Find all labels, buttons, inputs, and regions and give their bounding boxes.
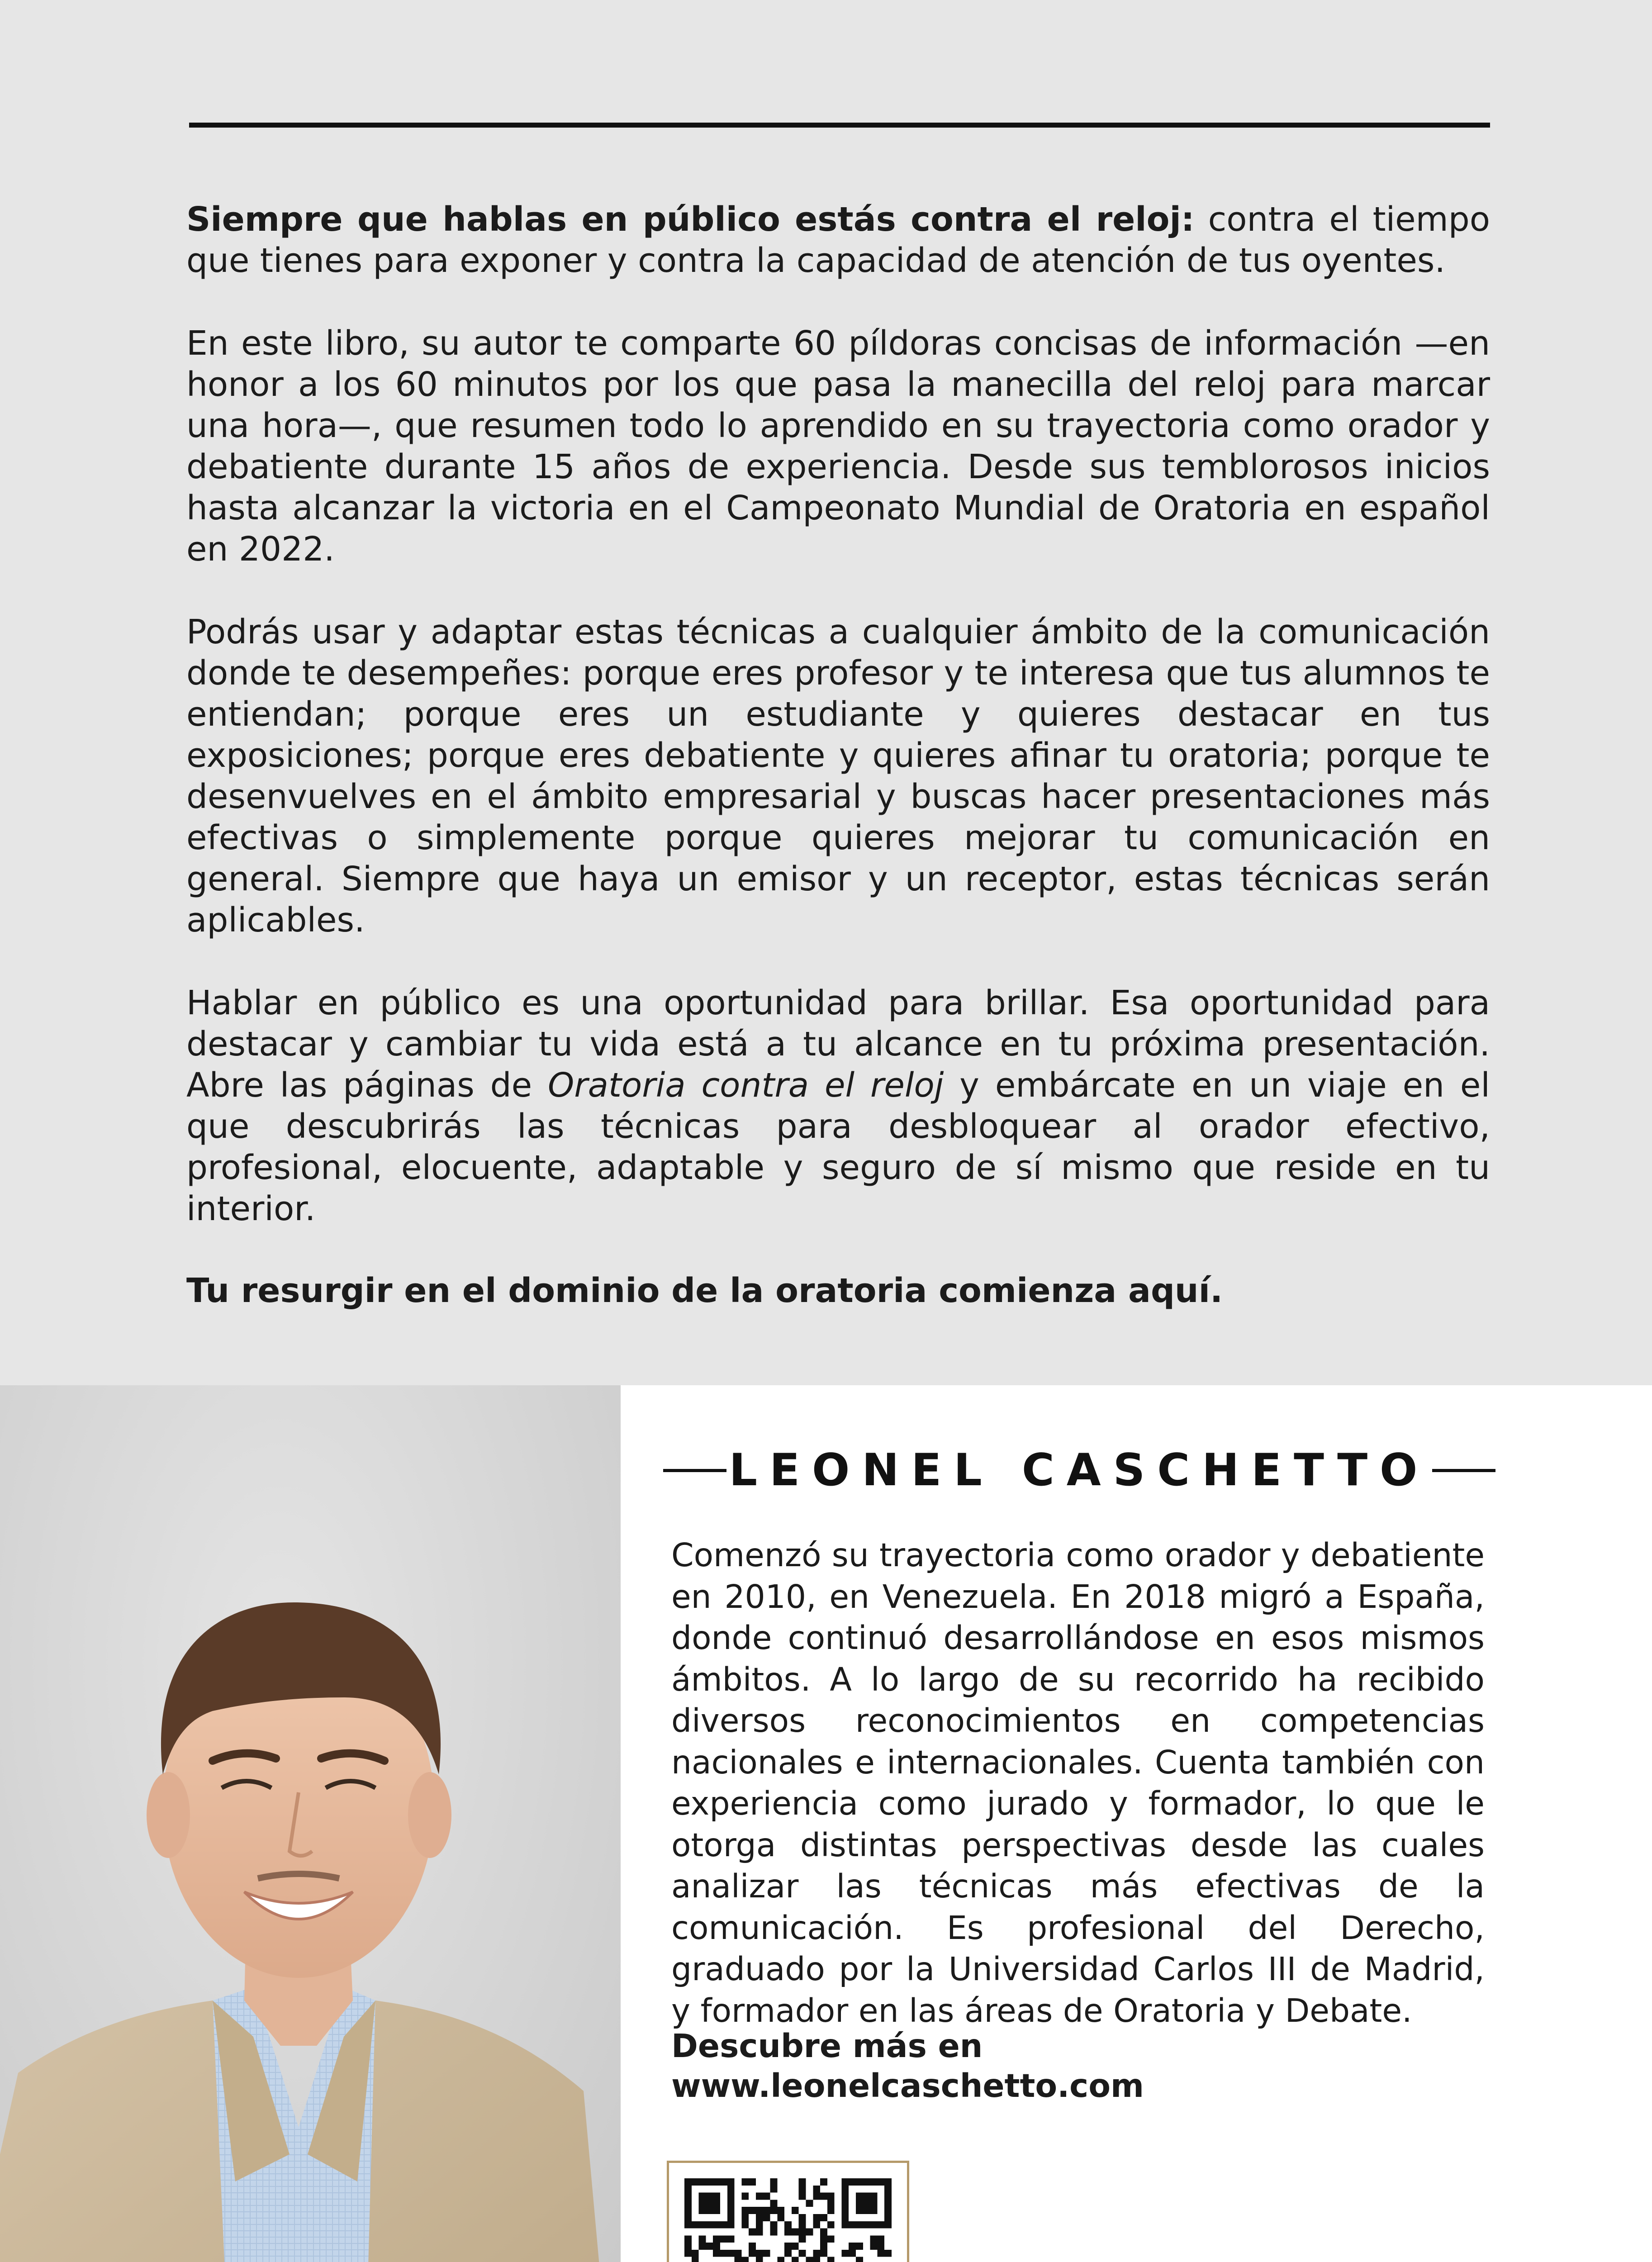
- qr-module: [770, 2200, 778, 2207]
- qr-module: [699, 2235, 706, 2243]
- qr-module: [849, 2250, 856, 2257]
- qr-module: [827, 2200, 835, 2207]
- qr-module: [820, 2235, 827, 2243]
- top-divider: [189, 123, 1490, 128]
- qr-code-icon: [684, 2178, 892, 2262]
- qr-module: [799, 2214, 806, 2221]
- qr-module: [827, 2235, 835, 2243]
- qr-module: [884, 2250, 892, 2257]
- qr-module: [770, 2207, 778, 2214]
- qr-module: [770, 2186, 778, 2193]
- qr-module: [813, 2193, 820, 2200]
- qr-module: [763, 2193, 770, 2200]
- qr-module: [763, 2214, 770, 2221]
- heading-dash-left: [663, 1469, 726, 1472]
- qr-module: [777, 2207, 784, 2214]
- qr-module: [820, 2243, 827, 2250]
- qr-module: [749, 2243, 756, 2250]
- qr-module: [806, 2229, 813, 2236]
- qr-module: [792, 2207, 799, 2214]
- qr-module: [713, 2235, 720, 2243]
- qr-module: [813, 2214, 820, 2221]
- qr-module: [735, 2257, 742, 2262]
- qr-module: [756, 2214, 763, 2221]
- qr-module: [784, 2243, 792, 2250]
- qr-module: [827, 2207, 835, 2214]
- qr-module: [856, 2193, 877, 2214]
- qr-module: [827, 2221, 835, 2229]
- qr-module: [727, 2250, 735, 2257]
- qr-module: [770, 2229, 778, 2236]
- qr-module: [692, 2250, 699, 2257]
- qr-module: [792, 2257, 799, 2262]
- qr-module: [749, 2229, 756, 2236]
- qr-module: [713, 2243, 720, 2250]
- qr-module: [799, 2250, 806, 2257]
- qr-module: [692, 2257, 699, 2262]
- qr-module: [741, 2221, 749, 2229]
- qr-module: [820, 2178, 827, 2186]
- qr-module: [756, 2250, 763, 2257]
- qr-module: [799, 2221, 806, 2229]
- qr-module: [763, 2207, 770, 2214]
- qr-module: [799, 2229, 806, 2236]
- qr-module: [777, 2214, 784, 2221]
- qr-module: [684, 2243, 692, 2250]
- qr-module: [856, 2243, 863, 2250]
- website-link[interactable]: www.leonelcaschetto.com: [671, 2067, 1144, 2105]
- qr-code-frame[interactable]: [667, 2161, 909, 2262]
- qr-module: [741, 2193, 749, 2200]
- qr-module: [735, 2250, 742, 2257]
- author-name: LEONEL CASCHETTO: [729, 1445, 1430, 1496]
- qr-module: [756, 2221, 763, 2229]
- qr-module: [792, 2243, 799, 2250]
- author-heading: [663, 1441, 1495, 1500]
- qr-module: [749, 2250, 756, 2257]
- qr-module: [806, 2257, 813, 2262]
- qr-module: [784, 2229, 792, 2236]
- qr-module: [877, 2243, 884, 2250]
- qr-module: [813, 2186, 820, 2193]
- qr-module: [684, 2250, 692, 2257]
- qr-module: [799, 2235, 806, 2243]
- qr-module: [756, 2257, 763, 2262]
- qr-module: [806, 2200, 813, 2207]
- qr-module: [813, 2221, 820, 2229]
- qr-module: [792, 2229, 799, 2236]
- qr-module: [799, 2193, 806, 2200]
- synopsis-lead: Siempre que hablas en público estás contra el reloj:: [186, 200, 1195, 239]
- qr-module: [877, 2235, 884, 2243]
- qr-module: [820, 2250, 827, 2257]
- qr-module: [813, 2257, 820, 2262]
- qr-module: [720, 2250, 727, 2257]
- qr-module: [741, 2178, 749, 2186]
- synopsis: [186, 199, 1490, 1353]
- qr-module: [784, 2250, 792, 2257]
- qr-module: [849, 2243, 856, 2250]
- qr-module: [713, 2250, 720, 2257]
- synopsis-paragraph-2: En este libro, su autor te comparte 60 píldoras concisas de información —en honor a los 60 minutos por los que pasa la manecilla del reloj para marcar una hora—, que resumen todo lo aprendido en su trayectoria como orador y debatiente durante 15 años de experiencia. Desde sus temblorosos inicios hasta alcanzar la victoria en el Campeonato Mundial de Oratoria en español en 2022.: [186, 324, 1490, 569]
- book-title: Oratoria contra el reloj: [548, 1066, 944, 1105]
- website-callout: [671, 2026, 1485, 2106]
- author-bio: Comenzó su trayectoria como orador y debatiente en 2010, en Venezuela. En 2018 migró a España, donde continuó desarrollándose en esos mismos ámbitos. A lo largo de su recorrido ha recibido diversos reconocimientos en competencias nacionales e internacionales. Cuenta también con experiencia como jurado y formador, lo que le otorga distintas perspectivas desde las cuales analizar las técnicas más efectivas de la comunicación. Es profesional del Derecho, graduado por la Universidad Carlos III de Madrid, y formador en las áreas de Oratoria y Debate.: [671, 1536, 1485, 2029]
- qr-module: [684, 2235, 692, 2243]
- qr-module: [770, 2178, 778, 2186]
- qr-module: [799, 2186, 806, 2193]
- qr-module: [813, 2250, 820, 2257]
- synopsis-paragraph-4: Hablar en público es una oportunidad para brillar. Esa oportunidad para destacar y cambiar tu vida está a tu alcance en tu próxima presentación. Abre las páginas de Oratoria contra el reloj y embárcate en un viaje en el que descubrirás las técnicas para desbloquear al orador efectivo, profesional, elocuente, adaptable y seguro de sí mismo que reside en tu interior.: [186, 984, 1490, 1228]
- qr-module: [727, 2235, 735, 2243]
- qr-module: [877, 2250, 884, 2257]
- qr-module: [827, 2257, 835, 2262]
- synopsis-paragraph-1: Siempre que hablas en público estás contra el reloj: contra el tiempo que tienes para exponer y contra la capacidad de atención de tus oyentes.: [186, 200, 1491, 280]
- qr-module: [741, 2207, 749, 2214]
- qr-module: [756, 2193, 763, 2200]
- qr-module: [763, 2250, 770, 2257]
- qr-module: [827, 2193, 835, 2200]
- qr-module: [820, 2229, 827, 2236]
- synopsis-paragraph-3: Podrás usar y adaptar estas técnicas a cualquier ámbito de la comunicación donde te desempeñes: porque eres profesor y te interesa que tus alumnos te entiendan; porque eres un estudiante y quieres destacar en tus exposiciones; porque eres debatiente y quieres afinar tu oratoria; porque te desenvuelves en el ámbito empresarial y buscas hacer presentaciones más efectivas o simplemente porque quieres mejorar tu comunicación en general. Siempre que haya un emisor y un receptor, estas técnicas serán aplicables.: [186, 613, 1490, 940]
- qr-module: [720, 2235, 727, 2243]
- synopsis-closing: Tu resurgir en el dominio de la oratoria comienza aquí.: [186, 1271, 1223, 1310]
- qr-module: [756, 2207, 763, 2214]
- qr-module: [749, 2178, 756, 2186]
- portrait-illustration: [0, 1385, 621, 2262]
- qr-module: [856, 2257, 863, 2262]
- qr-module: [841, 2250, 849, 2257]
- qr-module: [777, 2257, 784, 2262]
- heading-dash-right: [1432, 1469, 1495, 1472]
- qr-module: [870, 2243, 878, 2250]
- author-portrait: [0, 1385, 621, 2262]
- qr-module: [706, 2243, 713, 2250]
- qr-module: [870, 2235, 878, 2243]
- qr-module: [699, 2243, 706, 2250]
- qr-module: [699, 2193, 720, 2214]
- qr-module: [820, 2214, 827, 2221]
- qr-module: [741, 2257, 749, 2262]
- qr-module: [741, 2214, 749, 2221]
- qr-module: [784, 2221, 792, 2229]
- qr-module: [770, 2221, 778, 2229]
- qr-module: [749, 2207, 756, 2214]
- website-label: Descubre más en: [671, 2027, 983, 2065]
- qr-module: [799, 2178, 806, 2186]
- qr-module: [820, 2193, 827, 2200]
- qr-module: [756, 2229, 763, 2236]
